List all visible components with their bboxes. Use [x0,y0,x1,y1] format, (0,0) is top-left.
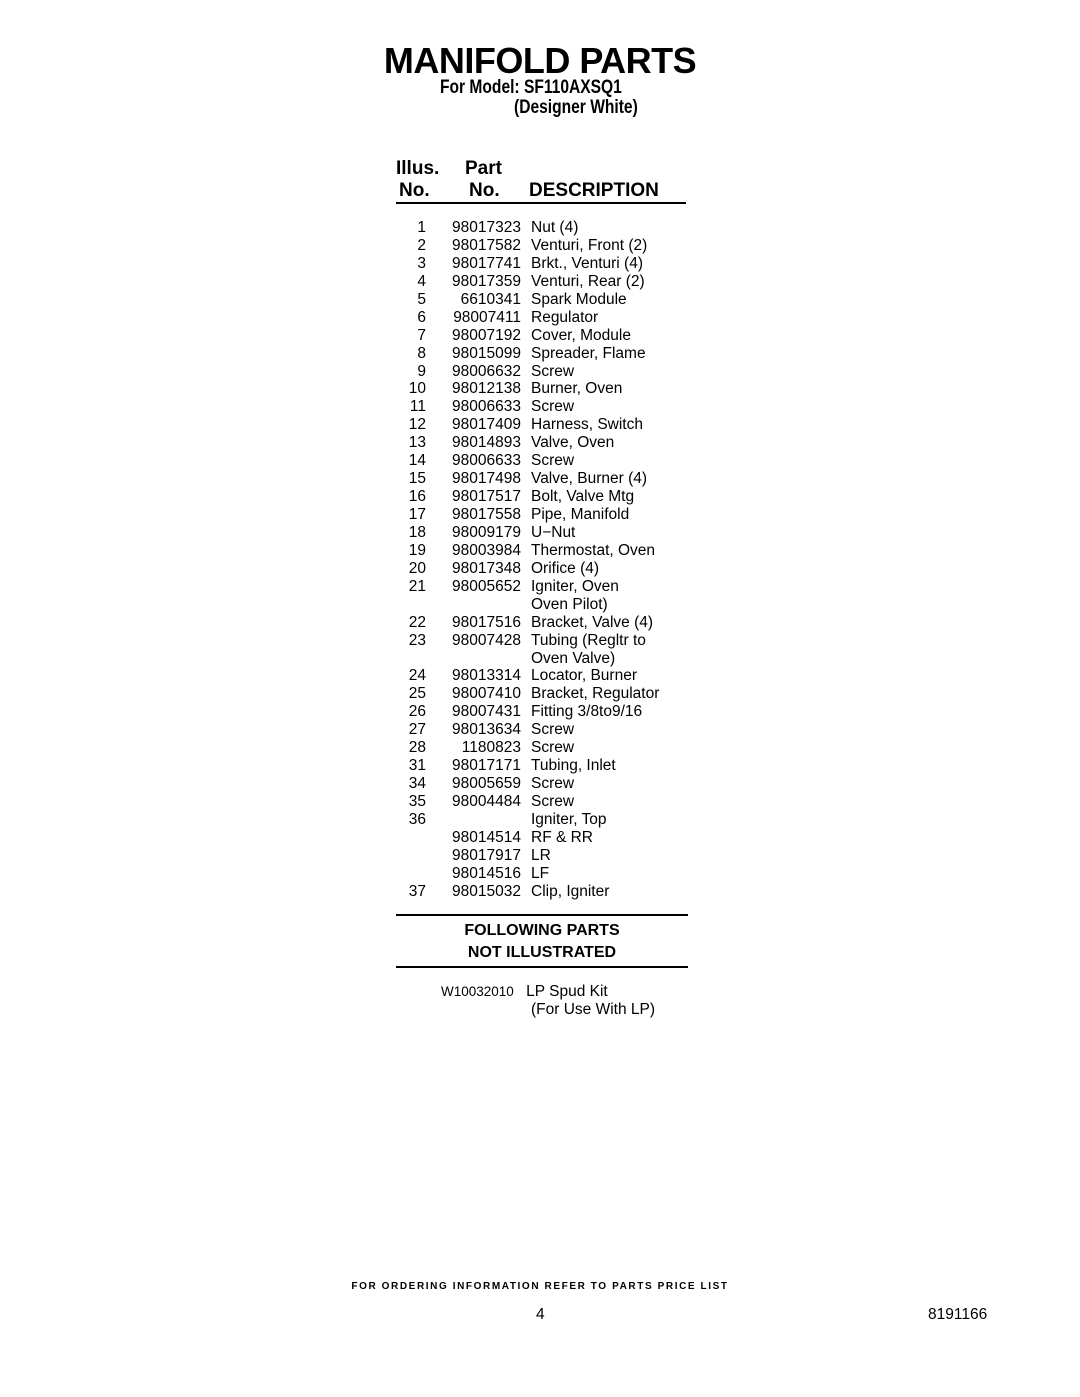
page-number: 4 [536,1306,545,1323]
part-description: Harness, Switch [531,416,643,434]
header-description: DESCRIPTION [529,180,659,201]
parts-row [396,327,696,345]
part-number: 98007410 [452,685,521,703]
following-top-rule [396,914,688,916]
part-number: 98017741 [452,254,521,272]
part-number: 98005659 [452,775,521,793]
part-description: Bracket, Regulator [531,685,660,703]
part-description: Oven Valve) [531,649,616,667]
parts-row [396,380,696,398]
part-number: 98007192 [452,326,521,344]
illus-number: 34 [408,775,426,793]
parts-row [396,345,696,363]
part-description: Brkt., Venturi (4) [531,254,643,272]
parts-row [396,309,696,327]
part-description: Spark Module [531,290,627,308]
part-description: Screw [531,775,575,793]
part-description: LF [531,864,550,882]
part-description: Locator, Burner [531,667,637,685]
illus-number: 13 [408,434,426,452]
parts-row [396,739,696,757]
part-number: 98006633 [452,452,521,470]
parts-row [396,363,696,381]
part-number: 98014516 [452,864,521,882]
part-description: Valve, Burner (4) [531,470,648,488]
illus-number: 31 [408,757,426,775]
parts-row [396,506,696,524]
part-number: 98015099 [452,344,521,362]
parts-row [396,255,696,273]
part-description: Spreader, Flame [531,344,646,362]
parts-list [396,219,696,901]
parts-row [396,883,696,901]
part-number: 98012138 [452,380,521,398]
following-bottom-rule [396,966,688,968]
part-number: 98009179 [452,523,521,541]
part-description: Screw [531,721,575,739]
document-number: 8191166 [928,1306,988,1323]
illus-number: 25 [408,685,426,703]
not-illustrated-item [441,983,608,1001]
part-description: Bolt, Valve Mtg [531,488,635,506]
part-description: Thermostat, Oven [531,541,656,559]
header-part-bottom: No. [469,180,500,201]
part-description: Igniter, Top [531,810,607,828]
parts-row [396,273,696,291]
part-description: Nut (4) [531,219,579,236]
parts-row [396,542,696,560]
illus-number: 9 [417,362,426,380]
not-illustrated-description: LP Spud Kit [526,983,608,1000]
part-description: Oven Pilot) [531,595,608,613]
illus-number: 23 [408,631,426,649]
parts-row [396,667,696,685]
parts-row [396,398,696,416]
parts-row [396,578,696,596]
part-description: Pipe, Manifold [531,506,630,523]
parts-row [396,614,696,632]
parts-row [396,632,696,650]
illus-number: 5 [417,290,426,308]
parts-row [396,596,696,614]
part-description: Regulator [531,308,599,326]
part-number: 98017348 [452,559,521,577]
parts-row [396,793,696,811]
part-description: Venturi, Rear (2) [531,272,645,290]
part-number: 1180823 [461,739,521,757]
illus-number: 6 [417,308,426,326]
parts-row [396,650,696,668]
illus-number: 37 [408,882,426,900]
parts-row [396,685,696,703]
following-parts-heading: FOLLOWING PARTS [464,922,620,939]
illus-number: 14 [408,452,426,470]
illus-number: 26 [408,703,426,721]
part-number: 98014514 [452,828,521,846]
part-number: 98006633 [452,398,521,416]
part-description: Clip, Igniter [531,882,610,900]
part-description: RF & RR [531,828,593,846]
parts-row [396,416,696,434]
parts-row [396,560,696,578]
parts-row [396,219,696,237]
parts-row [396,757,696,775]
part-number: 98006632 [452,362,521,380]
part-description: U−Nut [531,523,576,541]
part-number: 98017917 [452,846,521,864]
header-part-top: Part [465,158,502,179]
illus-number: 20 [408,559,426,577]
illus-number: 35 [408,793,426,810]
part-description: Screw [531,398,575,416]
part-description: Tubing (Regltr to [531,631,646,649]
part-number: 98007428 [452,631,521,649]
part-description: Cover, Module [531,326,631,344]
part-number: 98017323 [452,219,521,236]
part-number: 98017516 [452,613,521,631]
illus-number: 10 [408,380,426,398]
parts-row [396,775,696,793]
illus-number: 22 [408,613,426,631]
parts-row [396,291,696,309]
parts-row [396,721,696,739]
illus-number: 28 [408,739,426,757]
part-description: Screw [531,793,575,810]
part-number: 98007411 [453,308,521,326]
parts-row [396,865,696,883]
part-number: 98004484 [452,793,521,810]
part-description: LR [531,846,551,864]
part-description: Igniter, Oven [531,577,619,595]
parts-row [396,829,696,847]
parts-row [396,703,696,721]
illus-number: 2 [417,236,426,254]
part-description: Valve, Oven [531,434,615,452]
model-line: For Model: SF110AXSQ1 [440,77,622,98]
part-description: Fitting 3/8to9/16 [531,703,643,721]
part-number: 98014893 [452,434,521,452]
illus-number: 36 [408,810,426,828]
parts-row [396,847,696,865]
part-number: 98017359 [452,272,521,290]
part-description: Venturi, Front (2) [531,236,648,254]
part-number: 98017558 [452,506,521,523]
illus-number: 16 [408,488,426,506]
illus-number: 11 [409,398,426,416]
parts-row [396,524,696,542]
part-number: 98013634 [452,721,521,739]
part-number: 98017582 [452,236,521,254]
illus-number: 24 [408,667,426,685]
part-description: Tubing, Inlet [531,757,616,775]
part-description: Screw [531,452,575,470]
part-description: Burner, Oven [531,380,623,398]
header-illus-top: Illus. [396,158,440,179]
illus-number: 1 [417,219,426,236]
header-illus-bottom: No. [399,180,430,201]
part-description: Screw [531,362,575,380]
illus-number: 17 [408,506,426,523]
parts-row [396,488,696,506]
illus-number: 3 [417,254,426,272]
parts-row [396,434,696,452]
illus-number: 19 [408,541,426,559]
illus-number: 8 [417,344,426,362]
page-title: MANIFOLD PARTS [383,40,697,81]
variant-line: (Designer White) [514,97,638,118]
header-rule [396,202,686,204]
part-description: Screw [531,739,575,757]
part-number: 98017409 [452,416,521,434]
not-illustrated-heading: NOT ILLUSTRATED [467,944,617,961]
part-number: 98003984 [452,541,521,559]
part-number: 98017498 [452,470,521,488]
illus-number: 27 [408,721,426,739]
part-number: 6610341 [460,290,521,308]
part-number: 98007431 [452,703,521,721]
part-number: 98017171 [452,757,521,775]
parts-row [396,237,696,255]
parts-row [396,452,696,470]
illus-number: 7 [417,326,426,344]
part-number: 98013314 [452,667,521,685]
illus-number: 4 [417,272,426,290]
ordering-note: FOR ORDERING INFORMATION REFER TO PARTS PRICE LIST [351,1281,729,1292]
part-description: Orifice (4) [531,559,600,577]
not-illustrated-part-number: W10032010 [441,984,514,999]
illus-number: 12 [408,416,426,434]
illus-number: 15 [408,470,426,488]
part-number: 98017517 [452,488,521,506]
not-illustrated-description-2: (For Use With LP) [531,1001,656,1018]
part-number: 98015032 [452,882,521,900]
illus-number: 21 [408,577,426,595]
part-description: Bracket, Valve (4) [531,613,654,631]
parts-row [396,470,696,488]
illus-number: 18 [408,523,426,541]
part-number: 98005652 [452,577,521,595]
parts-row [396,811,696,829]
